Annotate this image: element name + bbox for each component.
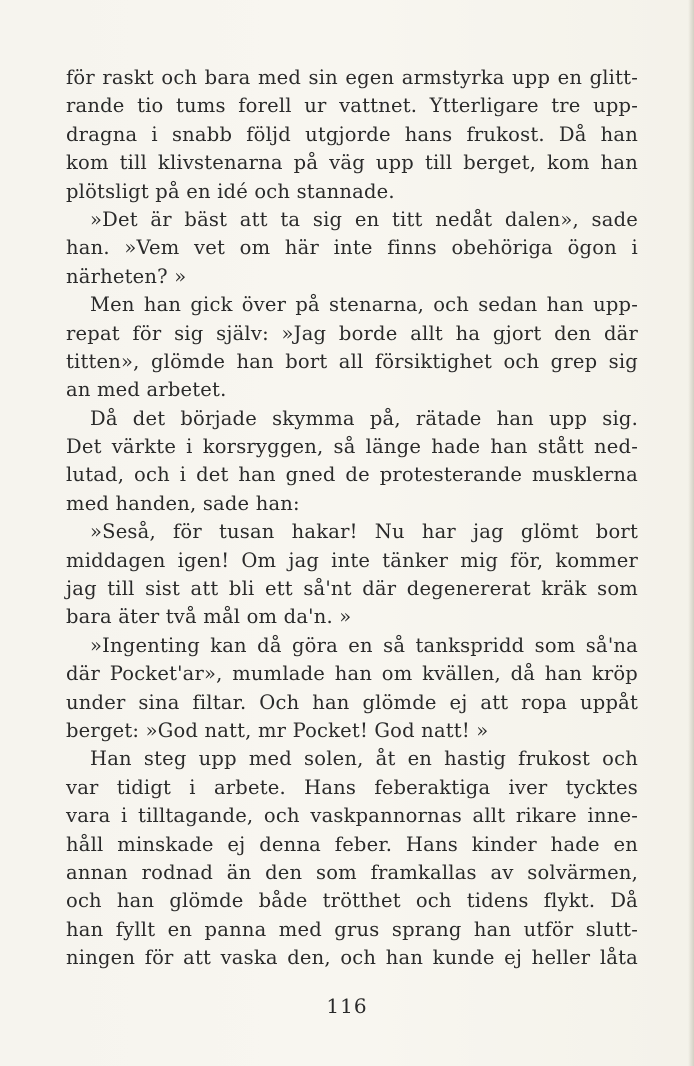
page-number: 116 [326,994,368,1018]
text-line: närheten? » [66,264,187,288]
text-line: kom till klivstenarna på väg upp till berget, kom han [66,151,638,175]
text-line: annan rodnad än den som framkallas av solvärmen, [66,860,638,884]
text-line: Han steg upp med solen, åt en hastig frukost och [90,747,638,771]
text-line: för raskt och bara med sin egen armstyrka upp en glitt- [66,66,638,89]
text-line: jag till sist att bli ett så'nt där degenererat kräk som [66,577,638,601]
text-line: Det värkte i korsryggen, så länge hade han stått ned- [66,435,638,459]
text-line: han. »Vem vet om här inte finns obehöriga ögon i [66,236,638,260]
text-line: med handen, sade han: [66,491,300,515]
text-line: under sina filtar. Och han glömde ej att ropa uppåt [66,690,638,714]
text-line: »Det är bäst att ta sig en titt nedåt dalen», sade [90,207,638,231]
text-line: plötsligt på en idé och stannade. [66,179,395,203]
text-line: där Pocket'ar», mumlade han om kvällen, då han kröp [66,662,638,686]
text-line: Men han gick över på stenarna, och sedan han upp- [90,293,638,317]
text-line: ningen för att vaska den, och han kunde ej heller låta [66,946,638,970]
text-line: och han glömde både trötthet och tidens flykt. Då [66,889,638,913]
text-line: rande tio tums forell ur vattnet. Ytterligare tre upp- [66,94,638,118]
text-line: repat för sig själv: »Jag borde allt ha gjort den där [66,321,638,345]
text-line: håll minskade ej denna feber. Hans kinder hade en [66,832,638,856]
text-line: an med arbetet. [66,378,227,402]
text-line: vara i tilltagande, och vaskpannornas allt rikare inne- [66,804,638,828]
page-edge-shadow [688,0,694,1066]
text-line: middagen igen! Om jag inte tänker mig för, kommer [66,548,638,572]
text-line: var tidigt i arbete. Hans feberaktiga iver tycktes [66,775,638,799]
text-line: »Ingenting kan då göra en så tankspridd som så'na [90,633,638,657]
text-line: »Seså, för tusan hakar! Nu har jag glömt bort [90,520,638,544]
text-line: Då det började skymma på, rätade han upp sig. [90,406,638,430]
text-line: titten», glömde han bort all försiktighet och grep sig [66,349,638,373]
text-line: bara äter två mål om da'n. » [66,605,352,629]
body-text [66,64,638,973]
text-line: dragna i snabb följd utgjorde hans frukost. Då han [66,122,638,146]
text-line: han fyllt en panna med grus sprang han utför slutt- [66,917,638,941]
text-line: lutad, och i det han gned de protesterande musklerna [66,463,638,487]
text-line: berget: »God natt, mr Pocket! God natt! » [66,718,489,742]
